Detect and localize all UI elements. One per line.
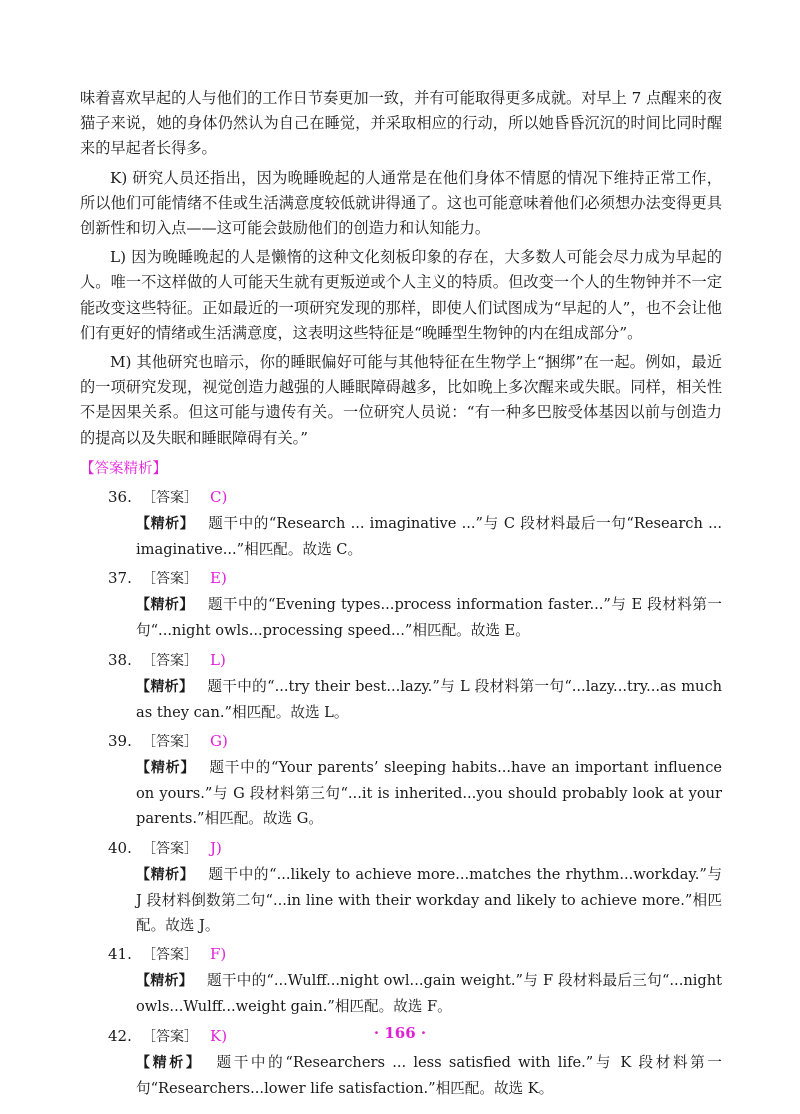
answer-line <box>80 836 722 862</box>
explanation <box>80 674 722 725</box>
explanation <box>80 1050 722 1101</box>
question-number: 41. <box>108 945 132 964</box>
explanation-text: 题干中的“Evening types...process information faster...”与 E 段材料第一句“...night owls...processing speed...”相匹配。故选 E。 <box>136 596 723 640</box>
answer-label: ［答案］ <box>142 489 198 506</box>
passage-paragraph-j-continuation: 味着喜欢早起的人与他们的工作日节奏更加一致，并有可能取得更多成就。对早上 7 点醒来的夜猫子来说，她的身体仍然认为自己在睡觉，并采取相应的行动，所以她昏昏沉沉的时间比同时醒来的早起者长得多。 <box>80 89 723 158</box>
explanation-text: 题干中的“Researchers ... less satisfied with life.”与 K 段材料第一句“Researchers...lower life satisfaction.”相匹配。故选 K。 <box>136 1053 722 1097</box>
answer-value: K) <box>210 1026 228 1045</box>
answer-value: J) <box>210 838 222 857</box>
explanation-label: 【精析】 <box>136 760 196 777</box>
question-number: 38. <box>108 650 132 669</box>
question-number: 36. <box>108 487 132 506</box>
explanation-label: 【精析】 <box>136 1054 203 1071</box>
explanation-text: 题干中的“...try their best...lazy.”与 L 段材料第一句“...lazy...try...as much as they can.”相匹配。故选 L。 <box>136 677 723 721</box>
answer-line <box>80 729 722 755</box>
answer-label: ［答案］ <box>142 734 198 751</box>
explanation <box>80 511 722 562</box>
explanation-text: 题干中的“Your parents’ sleeping habits...have an important influence on yours.”与 G 段材料第三句“...it is inherited...you should probably look at your parents.”相匹配。故选 G。 <box>136 759 722 828</box>
answer-line <box>80 942 722 968</box>
answer-item <box>80 566 722 643</box>
explanation-label: 【精析】 <box>136 866 195 883</box>
answer-list <box>80 485 722 1101</box>
answer-label: ［答案］ <box>142 1028 198 1045</box>
answer-label: ［答案］ <box>142 840 198 857</box>
page-body <box>80 86 722 1101</box>
answer-value: G) <box>210 732 228 751</box>
section-title: 【答案精析】 <box>80 460 167 477</box>
answer-line <box>80 566 722 592</box>
answer-label: ［答案］ <box>142 947 198 964</box>
answer-item <box>80 942 722 1019</box>
answer-item <box>80 485 722 562</box>
explanation-text: 题干中的“Research ... imaginative ...”与 C 段材料最后一句“Research ... imaginative...”相匹配。故选 C。 <box>136 514 722 559</box>
page-number: · 166 · <box>373 1024 427 1042</box>
answer-value: C) <box>210 487 228 506</box>
explanation <box>80 968 722 1019</box>
answer-item <box>80 836 722 939</box>
passage-paragraph-m: M) 其他研究也暗示，你的睡眠偏好可能与其他特征在生物学上“捆绑”在一起。例如，最近的一项研究发现，视觉创造力越强的人睡眠障碍越多，比如晚上多次醒来或失眠。同样，相关性不是因果关系。但这可能与遗传有关。一位研究人员说：“有一种多巴胺受体基因以前与创造力的提高以及失眠和睡眠障碍有关。” <box>80 353 722 447</box>
question-number: 42. <box>108 1026 132 1045</box>
question-number: 37. <box>108 569 132 588</box>
answer-label: ［答案］ <box>142 652 198 669</box>
answer-item <box>80 648 722 725</box>
explanation <box>80 592 722 643</box>
explanation-label: 【精析】 <box>136 597 194 614</box>
answer-value: F) <box>210 945 227 964</box>
question-number: 39. <box>108 732 132 751</box>
passage-paragraph-k: K) 研究人员还指出，因为晚睡晚起的人通常是在他们身体不情愿的情况下维持正常工作，所以他们可能情绪不佳或生活满意度较低就讲得通了。这也可能意味着他们必须想办法变得更具创新性和切入点——这可能会鼓励他们的创造力和认知能力。 <box>80 168 722 238</box>
explanation-text: 题干中的“...Wulff...night owl...gain weight.”与 F 段材料最后三句“...night owls...Wulff...weight gain.”相匹配。故选 F。 <box>136 972 723 1016</box>
explanation <box>80 862 722 939</box>
answer-item <box>80 729 722 832</box>
explanation <box>80 755 722 832</box>
explanation-label: 【精析】 <box>136 678 194 695</box>
answer-line <box>80 648 722 674</box>
answer-line <box>80 485 722 511</box>
answer-value: L) <box>210 650 226 669</box>
answer-value: E) <box>210 569 227 588</box>
explanation-text: 题干中的“...likely to achieve more...matches the rhythm...workday.”与 J 段材料倒数第二句“...in line with their workday and likely to achieve more.”相匹配。故选 J。 <box>136 865 723 935</box>
answer-label: ［答案］ <box>142 571 198 588</box>
explanation-label: 【精析】 <box>136 515 195 532</box>
question-number: 40. <box>108 838 132 857</box>
passage-paragraph-l: L) 因为晚睡晚起的人是懒惰的这种文化刻板印象的存在，大多数人可能会尽力成为早起的人。唯一不这样做的人可能天生就有更叛逆或个人主义的特质。但改变一个人的生物钟并不一定能改变这些特征。正如最近的一项研究发现的那样，即使人们试图成为“早起的人”，也不会让他们有更好的情绪或生活满意度，这表明这些特征是“晚睡型生物钟的内在组成部分”。 <box>80 248 722 342</box>
explanation-label: 【精析】 <box>136 973 194 990</box>
